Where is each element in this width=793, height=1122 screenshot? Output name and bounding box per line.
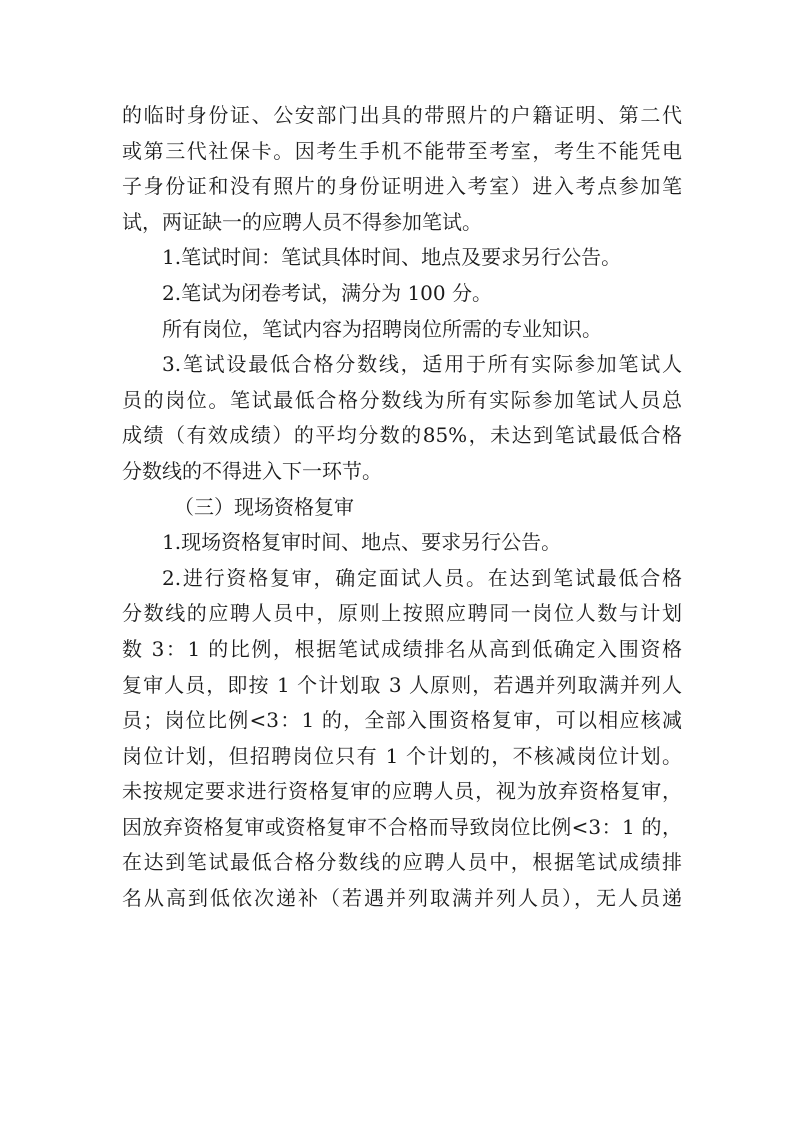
text-line-7: 所有岗位，笔试内容为招聘岗位所需的专业知识。 xyxy=(162,316,602,341)
text-line-11: 分数线的不得进入下一环节。 xyxy=(122,458,382,483)
text-line-5: 1.笔试时间：笔试具体时间、地点及要求另行公告。 xyxy=(162,245,622,270)
text-line-19: 岗位计划，但招聘岗位只有 1 个计划的，不核减岗位计划。 xyxy=(122,743,682,768)
text-line-6: 2.笔试为闭卷考试，满分为 100 分。 xyxy=(162,280,492,305)
text-line-14: 2.进行资格复审，确定面试人员。在达到笔试最低合格 xyxy=(162,565,682,590)
section-heading: （三）现场资格复审 xyxy=(174,494,354,519)
text-line-1: 的临时身份证、公安部门出具的带照片的户籍证明、第二代 xyxy=(122,103,682,127)
text-line-13: 1.现场资格复审时间、地点、要求另行公告。 xyxy=(162,530,562,555)
text-line-23: 名从高到低依次递补（若遇并列取满并列人员），无人员递 xyxy=(122,886,682,911)
text-line-22: 在达到笔试最低合格分数线的应聘人员中，根据笔试成绩排 xyxy=(122,850,682,875)
text-line-15: 分数线的应聘人员中，原则上按照应聘同一岗位人数与计划 xyxy=(122,601,682,626)
text-line-21: 因放弃资格复审或资格复审不合格而导致岗位比例<3：1 的， xyxy=(122,814,682,839)
text-line-17: 复审人员，即按 1 个计划取 3 人原则，若遇并列取满并列人 xyxy=(122,672,682,697)
text-line-9: 员的岗位。笔试最低合格分数线为所有实际参加笔试人员总 xyxy=(122,387,682,412)
text-line-8: 3.笔试设最低合格分数线，适用于所有实际参加笔试人 xyxy=(162,352,682,377)
text-line-4: 试，两证缺一的应聘人员不得参加笔试。 xyxy=(122,209,482,234)
text-line-2: 或第三代社保卡。因考生手机不能带至考室，考生不能凭电 xyxy=(122,138,682,163)
text-line-20: 未按规定要求进行资格复审的应聘人员，视为放弃资格复审， xyxy=(122,779,682,804)
text-line-10: 成绩（有效成绩）的平均分数的85%，未达到笔试最低合格 xyxy=(122,423,682,448)
text-line-3: 子身份证和没有照片的身份证明进入考室）进入考点参加笔 xyxy=(122,174,682,199)
document-page xyxy=(122,98,682,917)
text-line-16: 数 3：1 的比例，根据笔试成绩排名从高到低确定入围资格 xyxy=(122,636,682,661)
text-line-18: 员；岗位比例<3：1 的，全部入围资格复审，可以相应核减 xyxy=(122,708,682,733)
